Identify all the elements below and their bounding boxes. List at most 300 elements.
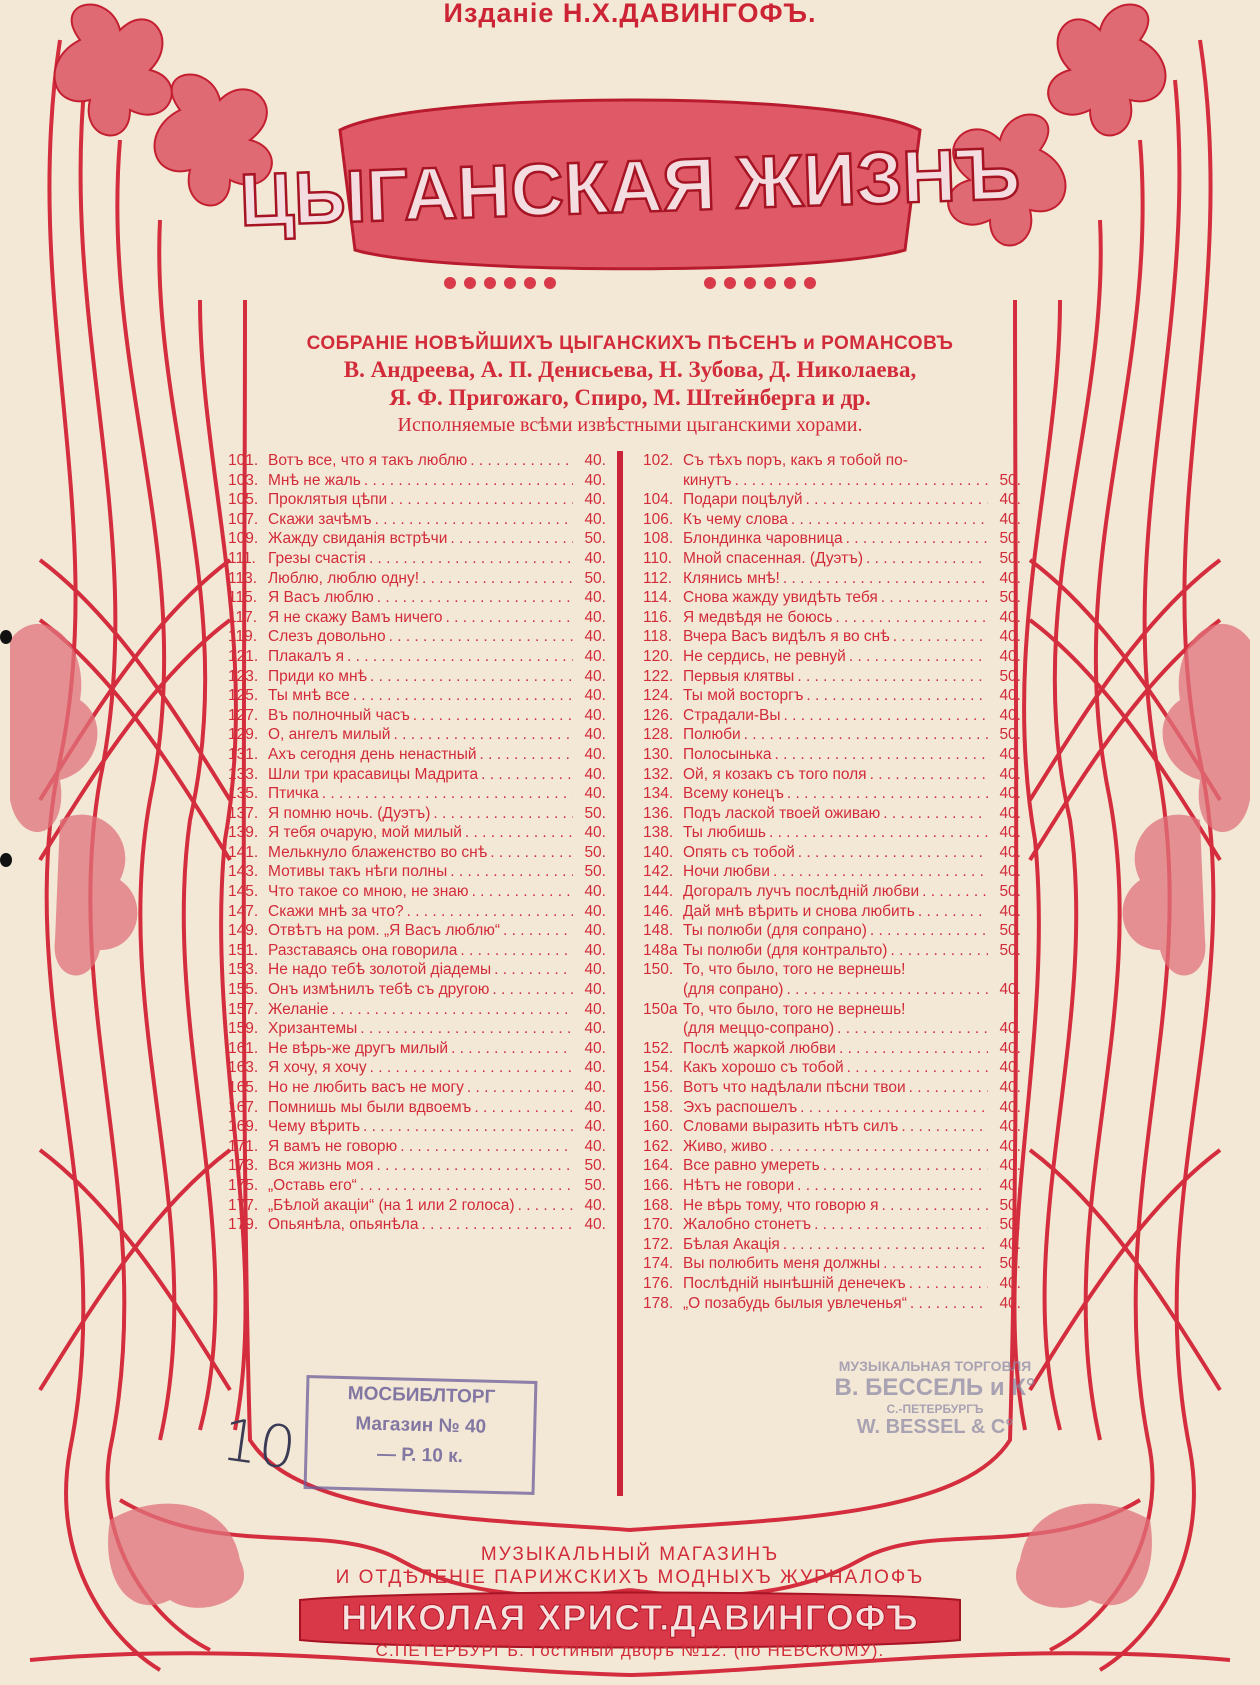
song-entry — [228, 843, 606, 863]
song-entry — [228, 647, 606, 667]
song-price: 40. — [584, 961, 606, 979]
song-title: Отвѣтъ на ром. „Я Васъ люблю“ — [268, 922, 501, 940]
leader-dots — [910, 1294, 988, 1314]
song-number: 113. — [228, 569, 258, 587]
footer-owner-name: НИКОЛАЯ ХРИСТ.ДАВИНГОФЪ — [341, 1597, 919, 1638]
song-number: 128. — [643, 726, 674, 744]
leader-dots — [518, 1196, 573, 1216]
song-entry — [643, 823, 1021, 843]
leader-dots — [909, 1274, 988, 1294]
footer-department-line: И ОТДѢЛЕНІЕ ПАРИЖСКИХЪ МОДНЫХЪ ЖУРНАЛОФЪ — [335, 1567, 925, 1588]
song-price: 40. — [999, 1079, 1021, 1096]
leader-dots — [422, 569, 573, 589]
song-title: Блондинка чаровница — [683, 530, 843, 548]
song-entry — [643, 921, 1021, 941]
song-price: 40. — [584, 726, 606, 744]
song-entry — [228, 823, 606, 843]
song-number: 179. — [228, 1216, 259, 1234]
song-price: 40. — [999, 510, 1021, 528]
leader-dots — [470, 451, 573, 471]
song-number: 129. — [228, 726, 259, 744]
song-entry — [643, 1019, 1021, 1039]
song-price: 40. — [584, 1118, 606, 1136]
song-price: 40. — [584, 1098, 606, 1116]
song-entry — [643, 569, 1021, 589]
song-price: 40. — [584, 647, 606, 665]
song-price: 50. — [584, 530, 606, 548]
leader-dots — [783, 569, 988, 589]
leader-dots — [882, 1196, 988, 1216]
song-title: Живо, живо — [683, 1137, 767, 1155]
song-number: 148а — [643, 941, 678, 959]
song-title: Съ тѣхъ поръ, какъ я тобой по- — [683, 452, 908, 469]
song-number: 123. — [228, 667, 259, 685]
song-price: 50. — [584, 804, 606, 822]
song-price: 40. — [999, 608, 1021, 626]
leader-dots — [890, 941, 988, 961]
song-number: 139. — [228, 824, 259, 842]
song-title: Я медвѣдя не боюсь — [683, 608, 833, 626]
song-entry — [228, 862, 606, 882]
leader-dots — [918, 902, 988, 922]
binding-hole — [0, 853, 12, 867]
song-number: 125. — [228, 687, 259, 705]
song-entry — [643, 1156, 1021, 1176]
song-title: Не вѣрь тому, что говорю я — [683, 1196, 879, 1214]
song-price: 40. — [999, 1039, 1021, 1057]
song-number: 150а — [643, 1000, 678, 1018]
song-number: 115. — [228, 589, 258, 607]
song-price: 40. — [999, 863, 1021, 881]
song-price: 40. — [584, 452, 606, 469]
leader-dots — [881, 588, 988, 608]
leader-dots — [389, 627, 573, 647]
song-price: 50. — [999, 1255, 1021, 1273]
song-title: Нѣтъ не говори — [683, 1176, 795, 1194]
song-title: Скажи зачѣмъ — [268, 510, 372, 528]
song-number: 159. — [228, 1020, 259, 1038]
song-price: 40. — [584, 491, 606, 509]
song-entry — [643, 1215, 1021, 1235]
song-entry — [228, 941, 606, 961]
song-number: 172. — [643, 1235, 674, 1253]
song-entry — [228, 921, 606, 941]
leader-dots — [472, 882, 573, 902]
song-entry — [228, 784, 606, 804]
subtitle-performed: Исполняемые всѣми извѣстными цыганскими хорами. — [397, 414, 863, 436]
song-price: 40. — [999, 687, 1021, 705]
song-entry — [643, 1078, 1021, 1098]
song-title: Ты мой восторгъ — [683, 687, 804, 705]
song-entry — [228, 1078, 606, 1098]
song-title: Плакалъ я — [268, 647, 344, 665]
leader-dots — [377, 588, 573, 608]
song-entry — [643, 1254, 1021, 1274]
leader-dots — [332, 1000, 573, 1020]
song-entry — [643, 490, 1021, 510]
leader-dots — [744, 725, 988, 745]
song-entry — [228, 706, 606, 726]
song-number: 131. — [228, 745, 259, 763]
song-entry — [228, 1019, 606, 1039]
song-number: 104. — [643, 491, 674, 509]
song-title: Я не скажу Вамъ ничего — [268, 608, 443, 626]
song-price: 40. — [999, 1294, 1021, 1312]
song-number: 168. — [643, 1196, 674, 1214]
leader-dots — [866, 549, 988, 569]
song-price: 40. — [584, 1000, 606, 1018]
song-number: 116. — [643, 608, 673, 626]
song-title: Подъ лаской твоей оживаю — [683, 804, 881, 822]
song-price: 40. — [999, 569, 1021, 587]
song-number: 138. — [643, 824, 674, 842]
song-title: Люблю, люблю одну! — [268, 569, 420, 587]
leader-dots — [481, 765, 573, 785]
song-entry — [228, 882, 606, 902]
song-entry — [643, 1000, 1021, 1020]
leader-dots — [835, 608, 988, 628]
song-price: 40. — [999, 765, 1021, 783]
song-number: 144. — [643, 883, 674, 901]
song-title: Что такое со мною, не знаю — [268, 883, 469, 901]
stamp-line: МУЗЫКАЛЬНАЯ ТОРГОВЛЯ — [838, 1358, 1032, 1374]
song-price: 50. — [999, 549, 1021, 567]
song-price: 50. — [999, 1216, 1021, 1234]
song-number: 133. — [228, 765, 259, 783]
song-entry — [643, 1176, 1021, 1196]
music-shop-stamp — [820, 1358, 1050, 1439]
song-title: Какъ хорошо съ тобой — [683, 1059, 844, 1077]
song-price: 40. — [999, 785, 1021, 803]
song-entry — [228, 667, 606, 687]
leader-dots — [465, 823, 573, 843]
leader-dots — [783, 1235, 988, 1255]
song-entry — [643, 804, 1021, 824]
song-entry — [643, 686, 1021, 706]
publisher-heading: Изданіе Н.Х.ДАВИНГОФЪ. — [443, 0, 817, 28]
song-price: 40. — [584, 608, 606, 626]
song-entry — [228, 1058, 606, 1078]
song-price: 40. — [999, 647, 1021, 665]
song-title: Страдали-Вы — [683, 706, 781, 724]
leader-dots — [360, 1176, 573, 1196]
song-price: 40. — [584, 1137, 606, 1155]
leader-dots — [364, 471, 573, 491]
song-number: 135. — [228, 785, 259, 803]
song-number: 121. — [228, 647, 259, 665]
song-entry — [228, 1196, 606, 1216]
song-list-left — [228, 451, 606, 1235]
song-number: 143. — [228, 863, 259, 881]
song-title: Я вамъ не говорю — [268, 1137, 398, 1155]
song-title: „Бѣлой акаціи“ (на 1 или 2 голоса) — [268, 1196, 515, 1214]
song-entry — [643, 549, 1021, 569]
song-number: 117. — [228, 608, 258, 626]
song-title: Ты любишь — [683, 824, 766, 842]
song-price: 40. — [584, 1059, 606, 1077]
song-title: Все равно умереть — [683, 1157, 820, 1175]
song-number: 171. — [228, 1137, 259, 1155]
song-number: 154. — [643, 1059, 674, 1077]
song-number: 102. — [643, 452, 674, 469]
song-entry — [228, 980, 606, 1000]
leader-dots — [769, 823, 988, 843]
song-entry — [228, 686, 606, 706]
leader-dots — [353, 686, 573, 706]
leader-dots — [492, 980, 573, 1000]
song-entry — [228, 627, 606, 647]
song-entry — [228, 1117, 606, 1137]
song-entry — [643, 902, 1021, 922]
song-price: 40. — [584, 549, 606, 567]
song-number: 174. — [643, 1255, 674, 1273]
song-title: Словами выразить нѣтъ силъ — [683, 1118, 899, 1136]
song-number: 166. — [643, 1176, 674, 1194]
song-number: 157. — [228, 1000, 259, 1018]
leader-dots — [775, 745, 988, 765]
song-number: 158. — [643, 1098, 674, 1116]
song-entry — [228, 588, 606, 608]
leader-dots — [870, 921, 988, 941]
song-price: 50. — [999, 667, 1021, 685]
leader-dots — [390, 490, 573, 510]
leader-dots — [849, 647, 988, 667]
song-price: 40. — [999, 1098, 1021, 1116]
song-entry — [643, 471, 1021, 491]
song-number: 142. — [643, 863, 674, 881]
song-price: 40. — [999, 1274, 1021, 1292]
song-number: 165. — [228, 1079, 259, 1096]
song-number: 146. — [643, 902, 674, 920]
song-price: 40. — [584, 785, 606, 803]
song-title: Всему конецъ — [683, 785, 784, 803]
leader-dots — [797, 1176, 988, 1196]
song-title: Ахъ сегодня день ненастный — [268, 745, 477, 763]
subtitle-composers-2: Я. Ф. Пригожаго, Спиро, М. Штейнберга и др. — [389, 385, 871, 410]
stamp-line: МОСБИБЛТОРГ — [347, 1383, 496, 1408]
song-price: 40. — [584, 589, 606, 607]
song-entry — [228, 608, 606, 628]
song-price: 40. — [999, 1059, 1021, 1077]
song-number: 127. — [228, 706, 259, 724]
song-entry — [643, 529, 1021, 549]
song-price: 40. — [999, 1137, 1021, 1155]
leader-dots — [837, 1019, 988, 1039]
song-title: „Оставь его“ — [268, 1176, 357, 1194]
song-price: 40. — [999, 745, 1021, 763]
song-entry — [643, 784, 1021, 804]
song-title: Не вѣрь-же другъ милый — [268, 1039, 449, 1057]
song-title: Я помню ночь. (Дуэтъ) — [268, 804, 431, 822]
song-entry — [643, 608, 1021, 628]
leader-dots — [377, 1156, 573, 1176]
leader-dots — [450, 862, 573, 882]
leader-dots — [883, 804, 988, 824]
song-entry — [228, 765, 606, 785]
song-number: 106. — [643, 510, 674, 528]
song-price: 40. — [584, 883, 606, 901]
song-title: Полюби — [683, 726, 741, 744]
leader-dots — [450, 529, 573, 549]
song-title: Догоралъ лучъ послѣдній любви — [683, 883, 920, 901]
song-price: 40. — [584, 471, 606, 489]
leader-dots — [322, 784, 573, 804]
leader-dots — [787, 784, 988, 804]
song-title: Подари поцѣлуй — [683, 491, 803, 509]
song-number: 107. — [228, 510, 259, 528]
song-price: 40. — [999, 1118, 1021, 1136]
leader-dots — [773, 862, 988, 882]
song-price: 40. — [584, 745, 606, 763]
song-entry — [643, 588, 1021, 608]
song-title: Ночи любви — [683, 863, 770, 881]
song-price: 40. — [584, 510, 606, 528]
song-price: 50. — [584, 863, 606, 881]
leader-dots — [407, 902, 573, 922]
song-entry — [643, 706, 1021, 726]
footer-shop-line: МУЗЫКАЛЬНЫЙ МАГАЗИНЪ — [480, 1544, 780, 1565]
leader-dots — [393, 725, 573, 745]
song-title: Разставаясь она говорила — [268, 941, 458, 959]
song-title: Снова жажду увидѣть тебя — [683, 589, 878, 607]
song-title: О, ангелъ милый — [268, 726, 391, 744]
song-price: 50. — [584, 569, 606, 587]
song-number: 156. — [643, 1079, 674, 1096]
leader-dots — [460, 941, 573, 961]
song-title: Хризантемы — [268, 1020, 358, 1038]
song-number: 108. — [643, 530, 674, 548]
song-title: Опьянѣла, опьянѣла — [268, 1216, 419, 1234]
song-title: Бѣлая Акація — [683, 1235, 780, 1253]
song-entry — [228, 960, 606, 980]
song-title: Желаніе — [268, 1000, 329, 1018]
song-number: 170. — [643, 1216, 674, 1234]
song-entry — [228, 490, 606, 510]
song-number: 175. — [228, 1176, 259, 1194]
leader-dots — [503, 921, 573, 941]
song-entry — [643, 765, 1021, 785]
song-title: кинутъ — [683, 471, 732, 489]
leader-dots — [806, 490, 988, 510]
song-number: 152. — [643, 1039, 674, 1057]
song-price: 40. — [584, 1196, 606, 1214]
collection-title: ЦЫГАНСКАЯ ЖИЗНЪ — [238, 131, 1022, 242]
song-entry — [643, 843, 1021, 863]
leader-dots — [922, 882, 988, 902]
pencil-mark: 10 — [217, 1405, 301, 1483]
binding-hole — [0, 630, 12, 644]
leader-dots — [784, 706, 988, 726]
song-number: 147. — [228, 902, 259, 920]
leader-dots — [847, 1058, 988, 1078]
leader-dots — [791, 510, 988, 530]
leader-dots — [446, 608, 573, 628]
leader-dots — [883, 1254, 988, 1274]
song-title: Чему вѣрить — [268, 1118, 361, 1136]
leader-dots — [480, 745, 573, 765]
song-title: Жажду свиданія встрѣчи — [268, 530, 448, 548]
song-number: 136. — [643, 804, 674, 822]
song-entry — [228, 1098, 606, 1118]
song-title: Не надо тебѣ золотой діадемы — [268, 961, 492, 979]
song-price: 40. — [584, 1079, 606, 1096]
song-price: 50. — [584, 843, 606, 861]
song-title: Грезы счастія — [268, 549, 366, 567]
song-number: 141. — [228, 843, 259, 861]
song-number: 167. — [228, 1098, 259, 1116]
song-entry — [643, 1137, 1021, 1157]
song-price: 40. — [584, 1216, 606, 1234]
song-price: 50. — [999, 1196, 1021, 1214]
song-price: 40. — [999, 706, 1021, 724]
song-number: 169. — [228, 1118, 259, 1136]
song-title: Клянись мнѣ! — [683, 569, 780, 587]
song-title: „О позабудь былыя увлеченья“ — [683, 1294, 907, 1312]
leader-dots — [490, 843, 573, 863]
leader-dots — [360, 1019, 573, 1039]
leader-dots — [494, 960, 573, 980]
song-title: Ты полюби (для сопрано) — [683, 922, 867, 940]
song-title: Мной спасенная. (Дуэтъ) — [683, 549, 864, 567]
song-title: Проклятыя цѣпи — [268, 491, 388, 509]
song-price: 40. — [999, 1235, 1021, 1253]
leader-dots — [347, 647, 573, 667]
song-entry — [228, 745, 606, 765]
leader-dots — [806, 686, 988, 706]
leader-dots — [823, 1156, 988, 1176]
song-price: 40. — [584, 902, 606, 920]
song-price: 50. — [999, 883, 1021, 901]
leader-dots — [370, 667, 573, 687]
song-title: Мнѣ не жаль — [268, 471, 361, 489]
leader-dots — [798, 843, 988, 863]
leader-dots — [786, 980, 988, 1000]
song-number: 173. — [228, 1157, 259, 1175]
song-entry — [643, 960, 1021, 980]
song-price: 40. — [999, 804, 1021, 822]
song-entry — [643, 941, 1021, 961]
song-number: 145. — [228, 883, 259, 901]
song-price: 50. — [999, 589, 1021, 607]
song-price: 40. — [999, 902, 1021, 920]
song-number: 151. — [228, 941, 259, 959]
column-divider — [617, 451, 623, 1496]
song-price: 50. — [584, 1157, 606, 1175]
song-price: 50. — [999, 530, 1021, 548]
song-number: 149. — [228, 922, 259, 940]
song-title: Ты мнѣ все — [268, 687, 350, 705]
song-entry — [643, 980, 1021, 1000]
song-price: 40. — [584, 628, 606, 646]
leader-dots — [451, 1039, 573, 1059]
song-number: 134. — [643, 785, 674, 803]
song-title: Послѣ жаркой любви — [683, 1039, 836, 1057]
song-title: Къ чему слова — [683, 510, 788, 528]
leader-dots — [839, 1039, 988, 1059]
song-title: Онъ измѣнилъ тебѣ съ другою — [268, 981, 490, 999]
song-title: Эхъ распошелъ — [683, 1098, 798, 1116]
song-entry — [228, 471, 606, 491]
song-title: Въ полночный часъ — [268, 706, 410, 724]
song-entry — [643, 1274, 1021, 1294]
leader-dots — [370, 1058, 573, 1078]
song-number: 148. — [643, 922, 674, 940]
song-entry — [643, 1098, 1021, 1118]
song-entry — [228, 1215, 606, 1235]
leader-dots — [770, 1137, 988, 1157]
song-price: 50. — [584, 1176, 606, 1194]
song-price: 40. — [999, 491, 1021, 509]
